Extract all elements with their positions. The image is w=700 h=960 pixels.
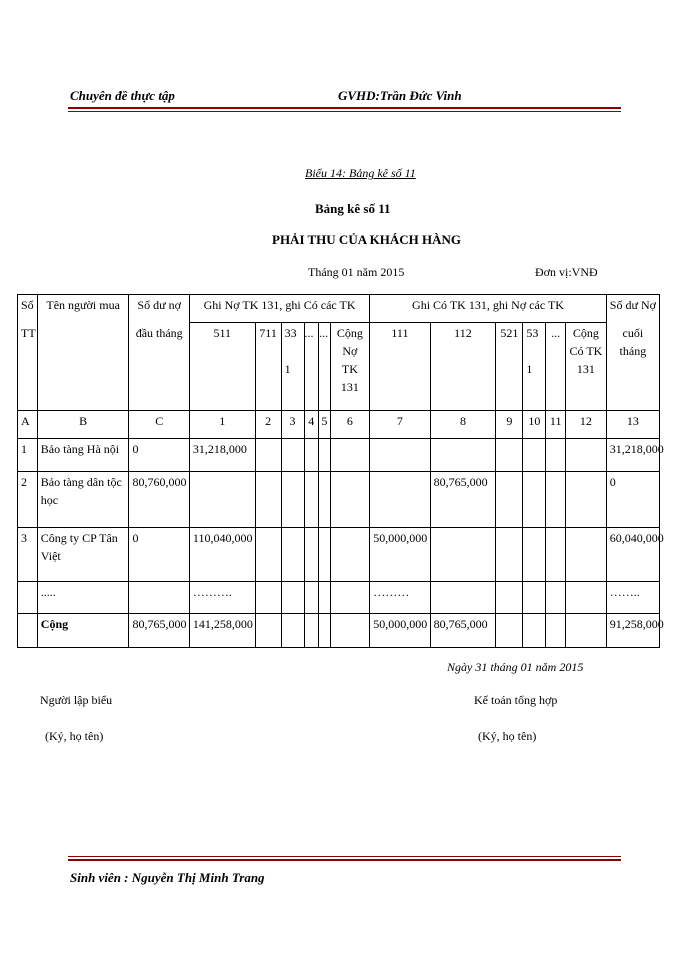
period-label: Tháng 01 năm 2015 [308, 265, 405, 279]
code-cell: 13 [606, 411, 659, 439]
date-line: Ngày 31 tháng 01 năm 2015 [447, 660, 584, 674]
header-left: Chuyên đề thực tập [70, 88, 175, 103]
code-cell: 5 [319, 411, 330, 439]
header-opening-balance: Số dư nợ [129, 295, 189, 323]
total-row [18, 614, 660, 648]
row-stt: 3 [18, 528, 38, 582]
row-closing: …….. [606, 582, 659, 614]
row-closing: 0 [606, 472, 659, 528]
header-account-331: 33 1 [281, 323, 304, 411]
header-closing-balance: Số dư Nợ [606, 295, 659, 323]
row-credit-111 [370, 439, 430, 472]
row-debit-511: ………. [189, 582, 255, 614]
table-row [18, 582, 660, 614]
header-debit-total: Cộng Nợ TK 131 [330, 323, 370, 411]
header-credit-dots: ... [546, 323, 566, 411]
header-account-531: 53 1 [523, 323, 546, 411]
row-stt [18, 582, 38, 614]
code-cell: 12 [566, 411, 607, 439]
row-buyer: Bảo tàng dân tộc học [37, 472, 129, 528]
header-credit-group: Ghi Có TK 131, ghi Nợ các TK [370, 295, 607, 323]
code-cell: B [37, 411, 129, 439]
header-rule-thin [68, 111, 621, 112]
header-center: GVHD:Trần Đức Vinh [338, 88, 462, 103]
row-credit-111: 50,000,000 [370, 528, 430, 582]
total-closing: 91,258,000 [606, 614, 659, 648]
total-credit-111: 50,000,000 [370, 614, 430, 648]
unit-label: Đơn vị:VNĐ [535, 265, 598, 279]
row-credit-112: 80,765,000 [430, 472, 496, 528]
code-cell: 3 [281, 411, 304, 439]
sign-left-note: (Ký, họ tên) [45, 729, 104, 743]
header-credit-total: Cộng Có TK 131 [566, 323, 607, 411]
row-opening: 80,760,000 [129, 472, 189, 528]
row-credit-111: ……… [370, 582, 430, 614]
code-cell: 8 [430, 411, 496, 439]
header-account-711: 711 [255, 323, 281, 411]
table-caption: Biểu 14: Bảng kê số 11 [305, 166, 416, 180]
header-account-521: 521 [496, 323, 523, 411]
footer-rule [68, 859, 621, 861]
total-label: Cộng [37, 614, 129, 648]
sign-left-title: Người lập biểu [40, 693, 113, 707]
row-debit-511: 110,040,000 [189, 528, 255, 582]
row-opening: 0 [129, 528, 189, 582]
row-debit-511 [189, 472, 255, 528]
row-credit-112 [430, 582, 496, 614]
row-buyer: Bảo tàng Hà nội [37, 439, 129, 472]
header-stt: Số [18, 295, 38, 323]
table-row [18, 472, 660, 528]
header-buyer-name-cont [37, 323, 129, 411]
row-stt: 1 [18, 439, 38, 472]
sign-right-title: Kế toán tổng hợp [474, 693, 558, 707]
row-credit-111 [370, 472, 430, 528]
header-account-511: 511 [189, 323, 255, 411]
code-cell: 10 [523, 411, 546, 439]
header-account-112: 112 [430, 323, 496, 411]
total-opening: 80,765,000 [129, 614, 189, 648]
row-opening [129, 582, 189, 614]
footer-student: Sinh viên : Nguyễn Thị Minh Trang [70, 870, 265, 885]
row-closing: 60,040,000 [606, 528, 659, 582]
row-opening: 0 [129, 439, 189, 472]
row-credit-112 [430, 439, 496, 472]
code-cell: 2 [255, 411, 281, 439]
header-debit-group: Ghi Nợ TK 131, ghi Có các TK [189, 295, 369, 323]
total-debit-511: 141,258,000 [189, 614, 255, 648]
row-buyer: Công ty CP Tân Việt [37, 528, 129, 582]
code-cell: 1 [189, 411, 255, 439]
code-cell: A [18, 411, 38, 439]
header-rule [68, 107, 621, 109]
code-cell: 4 [304, 411, 319, 439]
row-stt: 2 [18, 472, 38, 528]
table-row [18, 528, 660, 582]
row-debit-511: 31,218,000 [189, 439, 255, 472]
document-title: Bảng kê số 11 [315, 201, 391, 216]
code-cell: 6 [330, 411, 370, 439]
header-stt-2: TT [18, 323, 38, 411]
table-row [18, 439, 660, 472]
header-account-111: 111 [370, 323, 430, 411]
document-subtitle: PHẢI THU CỦA KHÁCH HÀNG [272, 232, 461, 247]
header-closing-balance-2: cuối tháng [606, 323, 659, 411]
header-buyer-name: Tên người mua [37, 295, 129, 323]
row-credit-112 [430, 528, 496, 582]
total-credit-112: 80,765,000 [430, 614, 496, 648]
row-closing: 31,218,000 [606, 439, 659, 472]
sign-right-note: (Ký, họ tên) [478, 729, 537, 743]
header-debit-dots-2: ... [319, 323, 330, 411]
code-cell: 11 [546, 411, 566, 439]
header-debit-dots-1: ... [304, 323, 319, 411]
header-opening-balance-2: đầu tháng [129, 323, 189, 411]
receivables-table [17, 294, 664, 648]
row-buyer: ..... [37, 582, 129, 614]
footer-rule-thin [68, 856, 621, 857]
code-cell: 7 [370, 411, 430, 439]
code-cell: 9 [496, 411, 523, 439]
code-cell: C [129, 411, 189, 439]
